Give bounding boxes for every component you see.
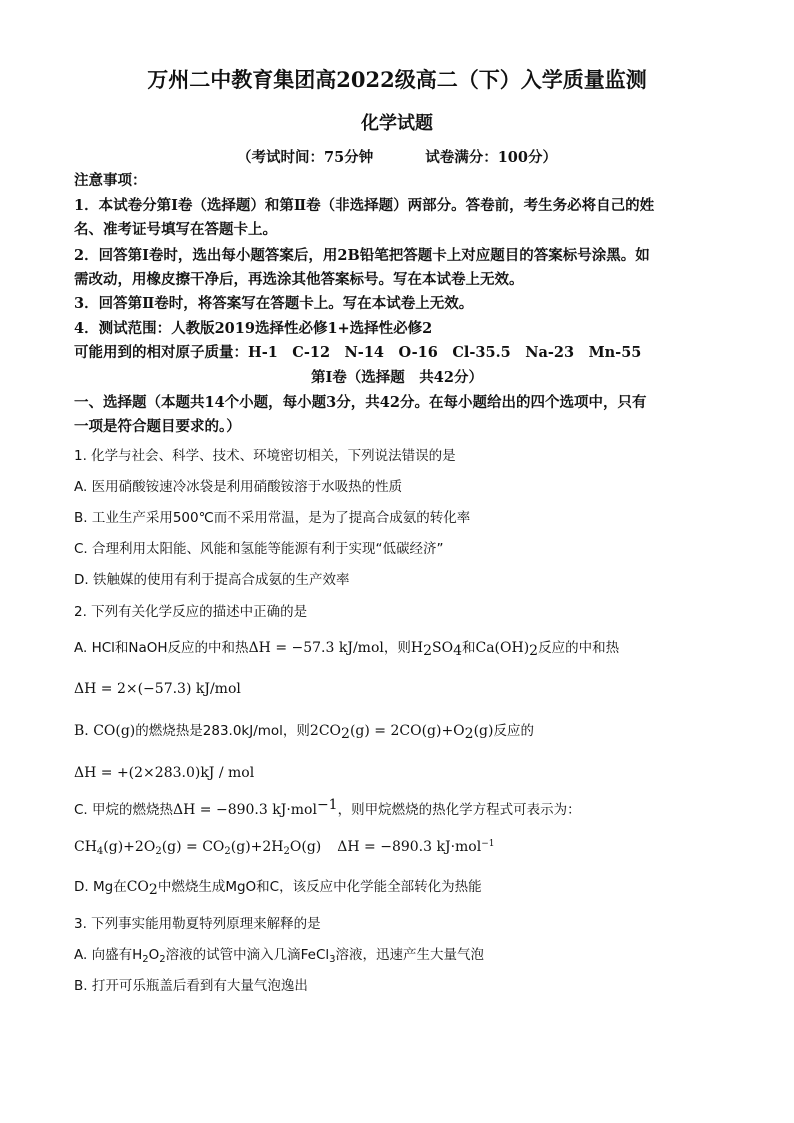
formula: ΔH = −890.3 kJ·mol [337,839,482,855]
subscript: 2 [224,846,231,857]
text: 中燃烧生成MgO和C，该反应中化学能全部转化为热能 [157,879,482,895]
formula: (g)+2H [230,839,284,855]
question-1-option-c: C. 合理利用太阳能、风能和氢能等能源有利于实现“低碳经济” [74,541,444,557]
subscript: 2 [341,726,350,742]
question-3-stem: 3. 下列事实能用勒夏特列原理来解释的是 [74,916,321,932]
question-1-stem: 1. 化学与社会、科学、技术、环境密切相关，下列说法错误的是 [74,448,456,464]
subscript: 3 [329,954,336,965]
formula: ΔH = −57.3 kJ/mol [248,640,384,656]
text: D. Mg在 [74,879,127,895]
atomic-masses: 可能用到的相对原子质量：H-1 C-12 N-14 O-16 Cl-35.5 Na-23 Mn-55 [74,344,642,361]
question-1-option-d: D. 铁触媒的使用有利于提高合成氨的生产效率 [74,572,350,588]
subscript: 4 [453,643,462,659]
notice-line: 需改动，用橡皮擦干净后，再选涂其他答案标号。写在本试卷上无效。 [74,271,524,288]
subscript: 2 [423,643,432,659]
text: 反应的中和热 [538,640,620,656]
notice-heading: 注意事项： [74,172,147,189]
formula: O(g) [289,839,322,855]
section-instruction: 一、选择题（本题共14个小题，每小题3分，共42分。在每小题给出的四个选项中，只有 [74,394,647,411]
question-2-option-d [74,877,482,897]
text: 的燃烧热是283.0kJ/mol，则 [135,723,310,739]
notice-line: 4．测试范围：人教版2019选择性必修1+选择性必修2 [74,320,433,337]
question-2-option-a-formula: ΔH = 2×(−57.3) kJ/mol [74,681,241,697]
formula: B. CO(g) [74,723,136,739]
superscript: −1 [316,797,338,813]
subscript: 2 [148,882,158,898]
question-2-stem: 2. 下列有关化学反应的描述中正确的是 [74,604,308,620]
text: 溶液，迅速产生大量气泡 [335,947,485,963]
formula: H [410,640,424,656]
subscript: 2 [155,846,162,857]
text: C. 甲烷的燃烧热 [74,802,174,818]
formula: CO [126,879,149,895]
question-2-option-c-equation [74,837,494,857]
text: A. HCl和NaOH反应的中和热 [74,640,249,656]
text: 反应的 [493,723,534,739]
formula: Ca(OH) [475,640,530,656]
formula: (g) = 2CO(g)+O [349,723,465,739]
text: 和 [462,640,476,656]
subscript: 2 [464,726,474,742]
formula: (g) = CO [161,839,225,855]
question-3-option-b: B. 打开可乐瓶盖后看到有大量气泡逸出 [74,978,308,994]
text: O [148,947,160,963]
section-instruction: 一项是符合题目要求的。） [74,418,241,435]
formula: SO [432,640,454,656]
subscript: 2 [159,954,166,965]
text: A. 向盛有H [74,947,143,963]
question-2-option-a [74,638,619,658]
superscript: −1 [481,839,495,849]
exam-time: （考试时间：75分钟 [237,149,374,166]
formula: 2CO [309,723,342,739]
notice-line: 2．回答第Ⅰ卷时，选出每小题答案后，用2B铅笔把答题卡上对应题目的答案标号涂黑。如 [74,247,650,264]
exam-meta [0,148,794,168]
exam-score: 试卷满分：100分） [425,149,557,166]
subscript: 2 [283,846,290,857]
notice-line: 1．本试卷分第Ⅰ卷（选择题）和第Ⅱ卷（非选择题）两部分。答卷前，考生务必将自己的姓 [74,197,655,214]
question-2-option-b-formula: ΔH = +(2×283.0)kJ / mol [74,765,255,781]
subscript: 2 [529,643,539,659]
notice-line: 名、准考证号填写在答题卡上。 [74,221,277,238]
section-title: 第Ⅰ卷（选择题 共42分） [311,369,483,386]
subscript: 4 [96,846,104,857]
formula: ΔH = −890.3 kJ·mol [173,802,317,818]
text: ，则 [383,640,411,656]
formula: (g)+2O [103,839,156,855]
formula: (g) [473,723,494,739]
exam-title: 万州二中教育集团高2022级高二（下）入学质量监测 [147,67,647,92]
question-2-option-c [74,797,581,820]
subscript: 2 [142,954,149,965]
formula: CH [74,839,97,855]
notice-line: 3．回答第Ⅱ卷时，将答案写在答题卡上。写在本试卷上无效。 [74,295,474,312]
text: 溶液的试管中滴入几滴FeCl [165,947,330,963]
question-2-option-b [74,721,534,741]
question-3-option-a [74,945,484,965]
question-1-option-b: B. 工业生产采用500℃而不采用常温，是为了提高合成氨的转化率 [74,510,471,526]
question-1-option-a: A. 医用硝酸铵速冷冰袋是利用硝酸铵溶于水吸热的性质 [74,479,403,495]
exam-subtitle: 化学试题 [361,113,433,134]
text: ，则甲烷燃烧的热化学方程式可表示为： [337,802,581,818]
